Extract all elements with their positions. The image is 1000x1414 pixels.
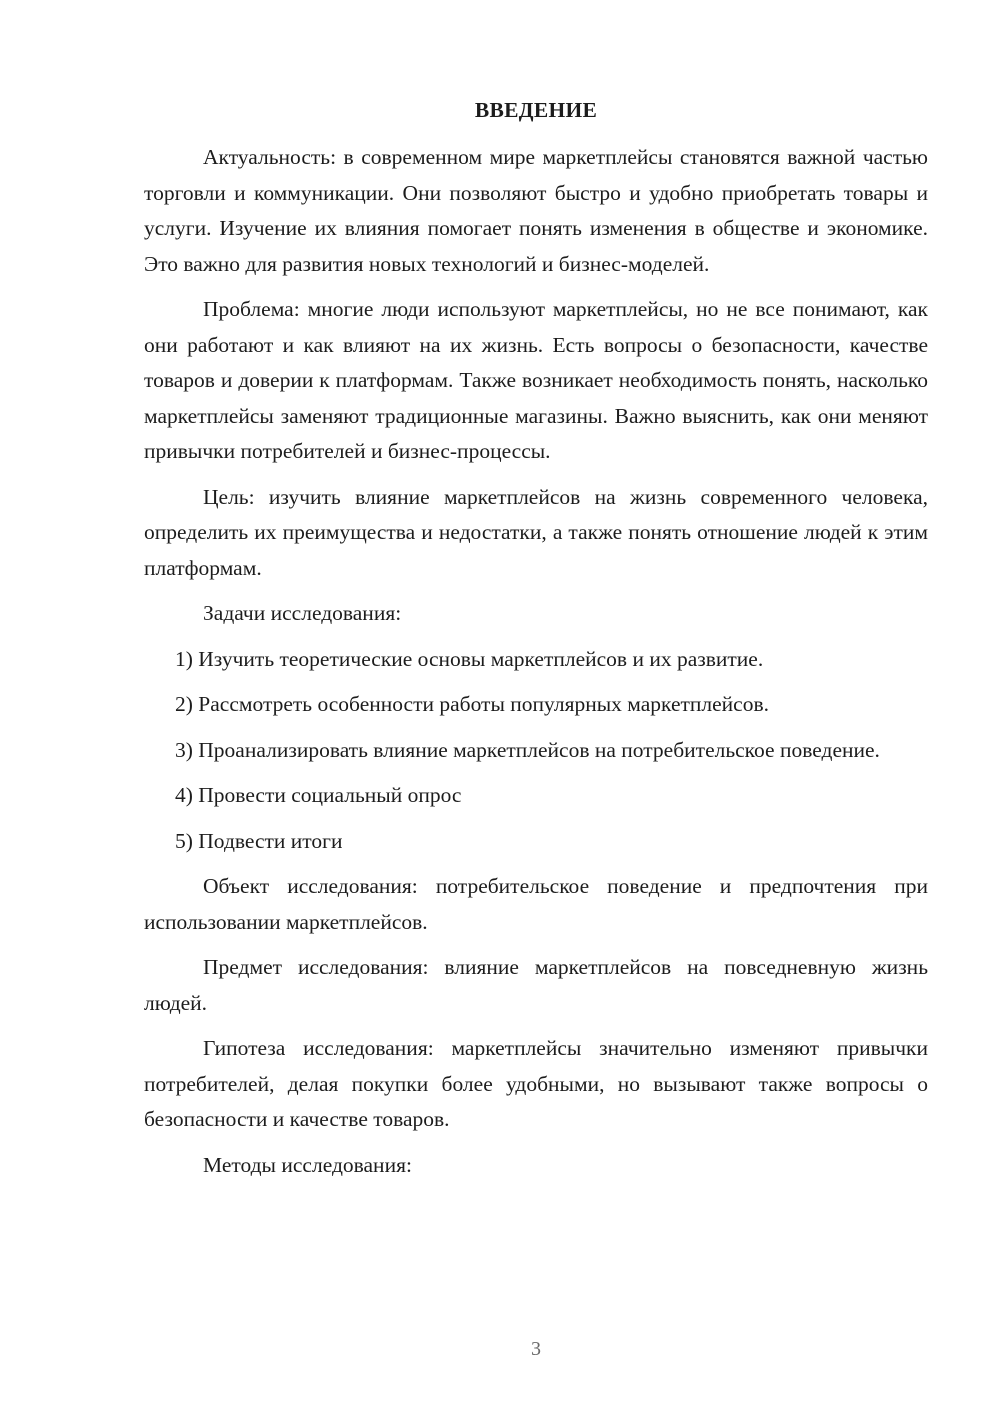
- paragraph-object: Объект исследования: потребительское поведение и предпочтения при использовании маркетплейсов.: [144, 874, 928, 934]
- task-item-5: 5) Подвести итоги: [175, 828, 343, 853]
- paragraph-hypothesis: Гипотеза исследования: маркетплейсы значительно изменяют привычки потребителей, делая покупки более удобными, но вызывают также вопросы о безопасности и качестве товаров.: [144, 1036, 928, 1131]
- paragraph-relevance: Актуальность: в современном мире маркетплейсы становятся важной частью торговли и коммуникации. Они позволяют быстро и удобно приобретать товары и услуги. Изучение их влияния помогает понять изменения в обществе и экономике. Это важно для развития новых технологий и бизнес-моделей.: [144, 145, 928, 276]
- paragraph-goal: Цель: изучить влияние маркетплейсов на жизнь современного человека, определить их преимущества и недостатки, а также понять отношение людей к этим платформам.: [144, 484, 928, 580]
- task-item-2: 2) Рассмотреть особенности работы популярных маркетплейсов.: [175, 692, 769, 716]
- task-item-4: 4) Провести социальный опрос: [175, 783, 462, 807]
- task-item-3: 3) Проанализировать влияние маркетплейсов на потребительское поведение.: [175, 737, 880, 762]
- page-number: 3: [531, 1338, 541, 1360]
- task-item-1: 1) Изучить теоретические основы маркетплейсов и их развитие.: [175, 646, 764, 671]
- paragraph-problem: Проблема: многие люди используют маркетплейсы, но не все понимают, как они работают и как влияют на их жизнь. Есть вопросы о безопасности, качестве товаров и доверии к платформам. Также возникает необходимость понять, насколько маркетплейсы заменяют традиционные магазины. Важно выяснить, как они меняют привычки потребителей и бизнес-процессы.: [144, 297, 928, 463]
- methods-heading: Методы исследования:: [203, 1152, 412, 1177]
- tasks-heading: Задачи исследования:: [203, 601, 402, 625]
- page-content: [144, 92, 928, 1183]
- section-title: ВВЕДЕНИЕ: [474, 98, 598, 122]
- paragraph-subject: Предмет исследования: влияние маркетплейсов на повседневную жизнь людей.: [144, 955, 928, 1015]
